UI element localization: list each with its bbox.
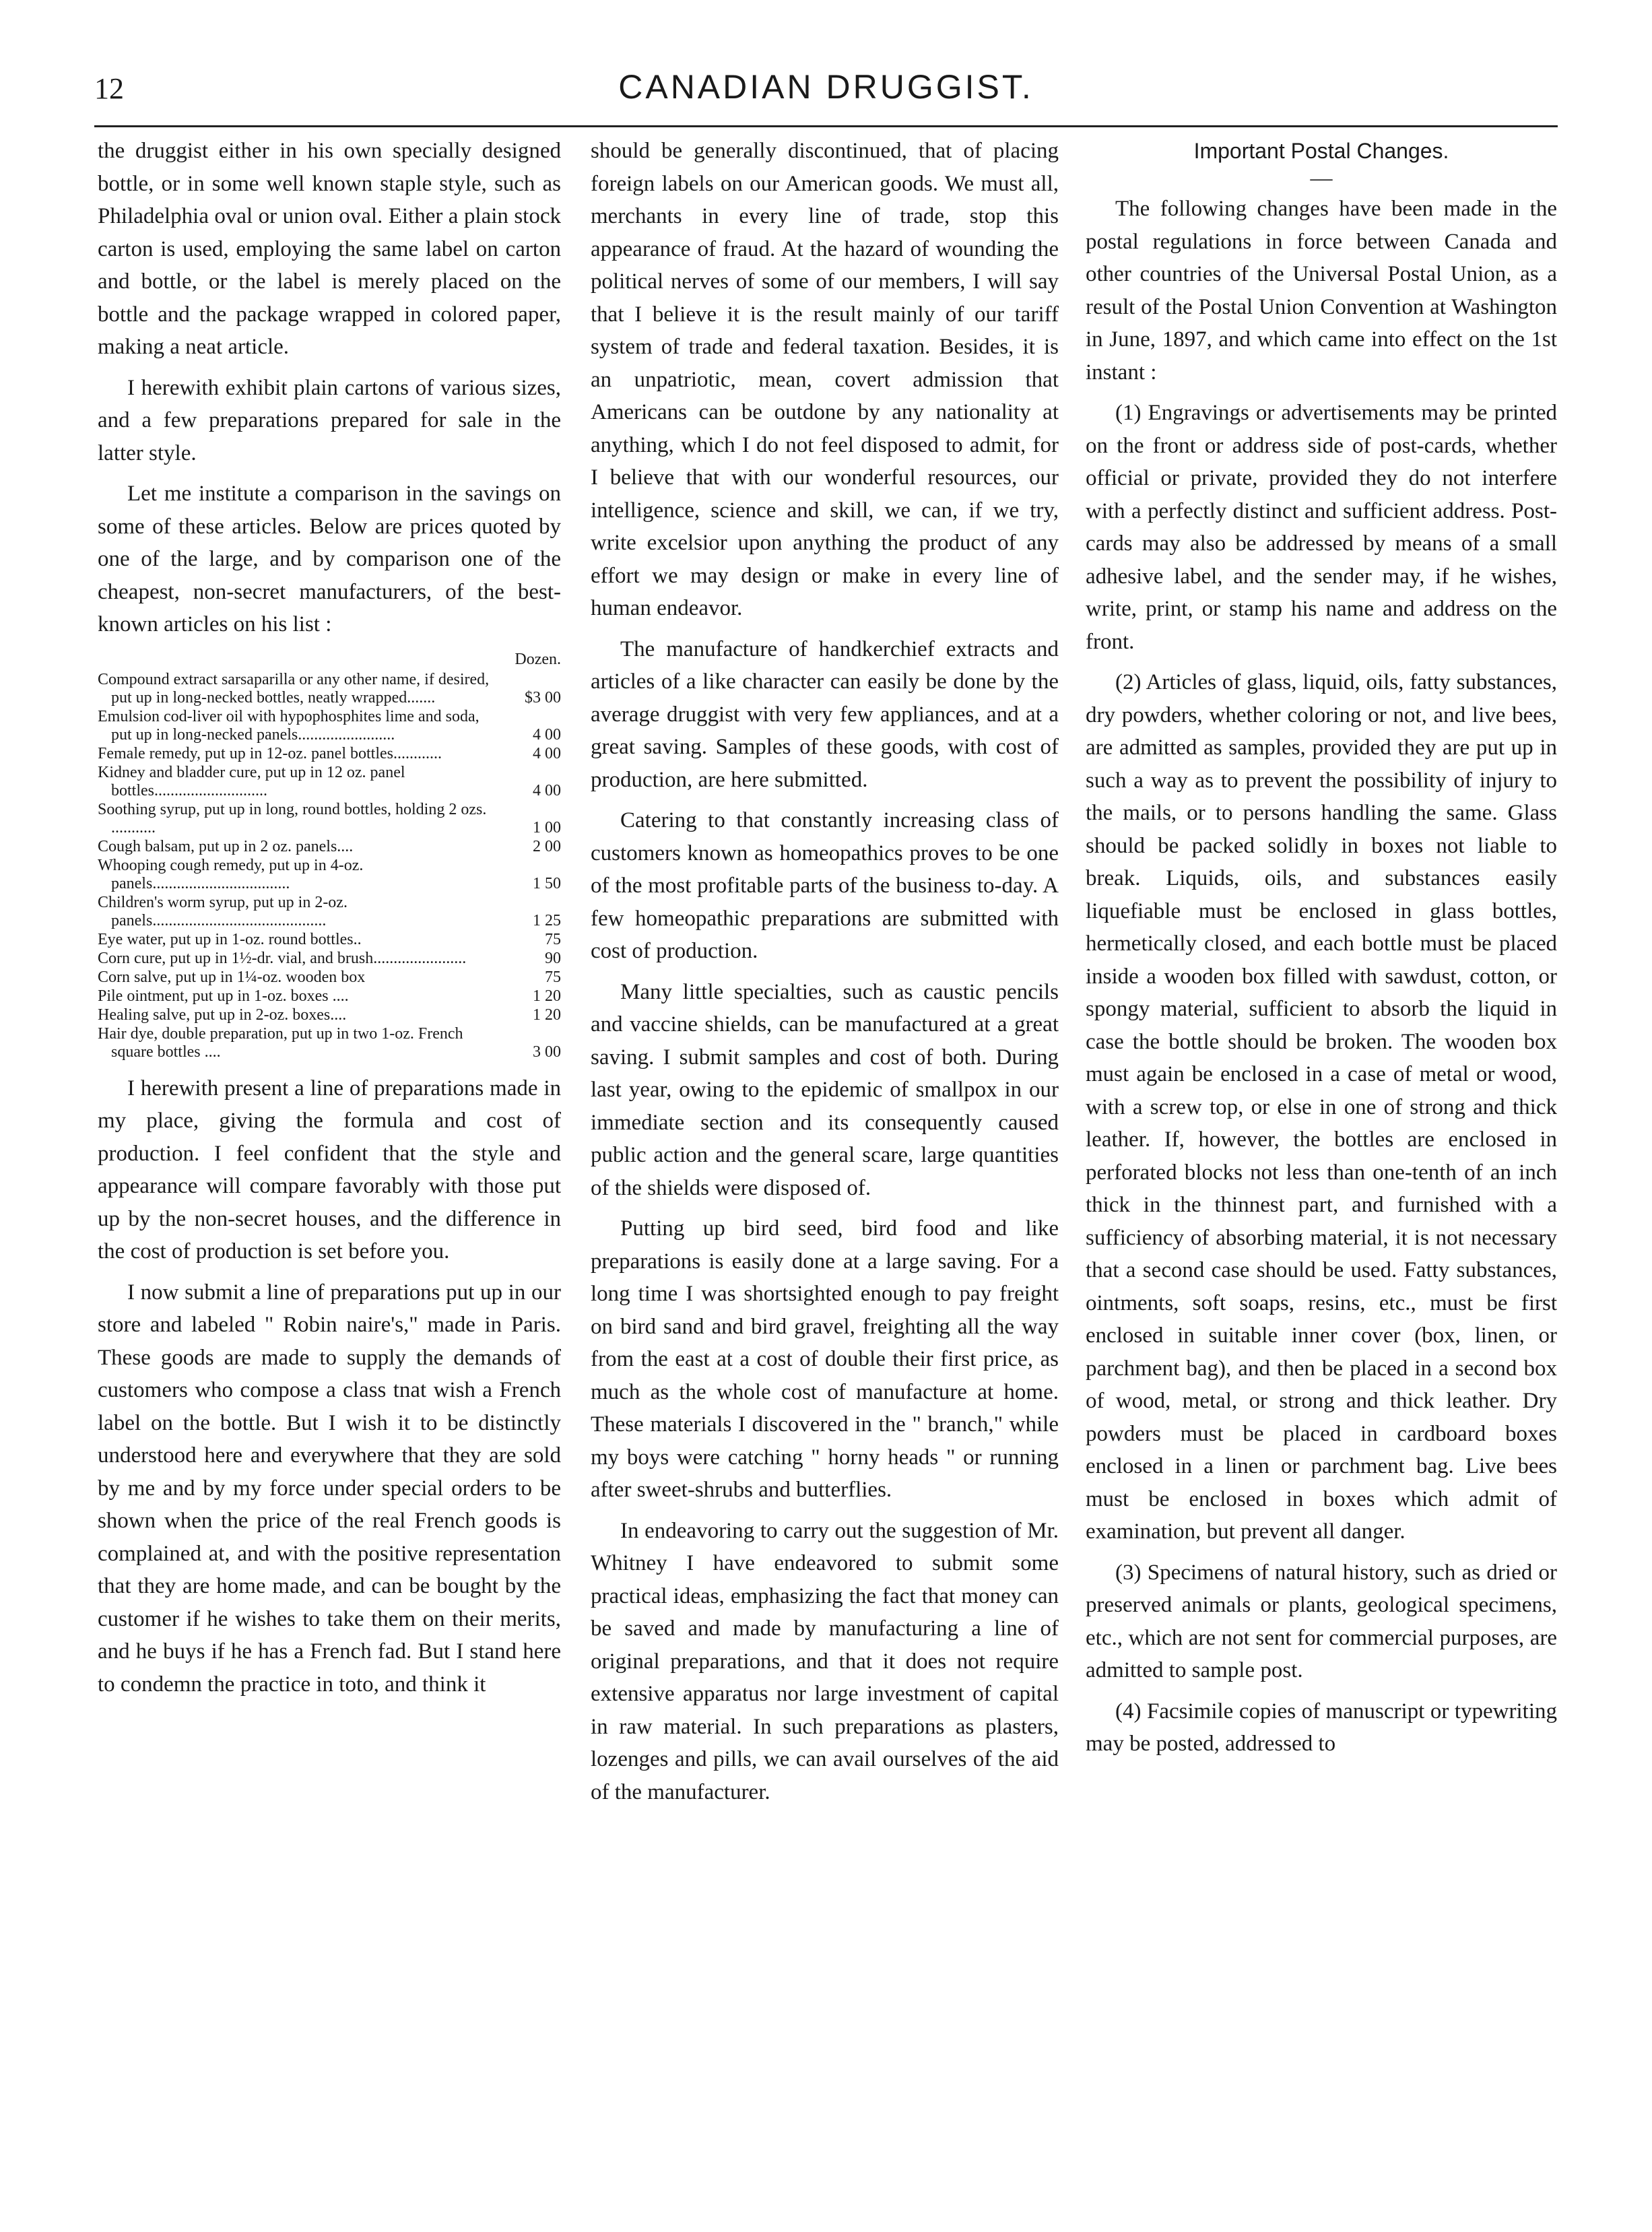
- price-item-desc: Cough balsam, put up in 2 oz. panels....: [98, 837, 354, 855]
- price-item-desc: Female remedy, put up in 12-oz. panel bottles............: [98, 744, 442, 762]
- price-item-desc: Compound extract sarsaparilla or any other name, if desired, put up in long-necked bottles, neatly wrapped.......: [98, 670, 490, 707]
- page-number: 12: [94, 72, 124, 105]
- price-item-price: $3 00: [525, 688, 561, 707]
- paragraph: I now submit a line of preparations put up in our store and labeled " Robin naire's," made in Paris. These goods are made to supply the demands of customers who compose a class tnat wish a French label on the bottle. But I wish it to be distinctly understood here and everywhere that they are sold by me and by my force under special orders to be shown when the price of the real French goods is complained at, and with the positive representation that they are home made, and can be bought by the customer if he wishes to take them on their merits, and he buys if he has a French fad. But I stand here to condemn the practice in toto, and think it: [98, 1280, 561, 1697]
- price-item: [98, 894, 561, 930]
- paragraph: (1) Engravings or advertisements may be printed on the front or address side of post-cards, whether official or private, provided they do not interfere with a perfectly distinct and sufficient address. Post-cards may also be addressed by means of a small adhesive label, and the sender may, if he wishes, write, print, or stamp his name and address on the front.: [1086, 401, 1557, 654]
- price-item: [98, 671, 561, 707]
- price-item-price: 1 25: [533, 911, 561, 929]
- price-item-price: 4 00: [533, 744, 561, 762]
- column-2: [591, 135, 1059, 1816]
- price-table-header: Dozen.: [515, 650, 561, 668]
- section-heading: Important Postal Changes.: [1193, 139, 1449, 163]
- price-item-desc: Emulsion cod-liver oil with hypophosphites lime and soda, put up in long-necked panels........................: [98, 707, 480, 744]
- paragraph: I herewith exhibit plain cartons of various sizes, and a few preparations prepared for sale in the latter style.: [98, 375, 561, 465]
- paragraph: (4) Facsimile copies of manuscript or typewriting may be posted, addressed to: [1086, 1699, 1557, 1756]
- paragraph: (3) Specimens of natural history, such as dried or preserved animals or plants, geological specimens, etc., which are not sent for commercial purposes, are admitted to sample post.: [1086, 1560, 1557, 1682]
- paragraph: Let me institute a comparison in the savings on some of these articles. Below are prices quoted by one of the large, and by comparison one of the cheapest, non-secret manufacturers, of the best-known articles on his list :: [98, 482, 561, 636]
- price-item-desc: Corn cure, put up in 1½-dr. vial, and brush.......................: [98, 949, 467, 967]
- price-item: [98, 950, 561, 968]
- price-item-desc: Hair dye, double preparation, put up in two 1-oz. French square bottles ....: [98, 1024, 463, 1061]
- price-item-desc: Kidney and bladder cure, put up in 12 oz. panel bottles............................: [98, 763, 405, 799]
- price-item: [98, 838, 561, 856]
- journal-title: CANADIAN DRUGGIST.: [618, 68, 1034, 106]
- price-item-price: 1 20: [533, 1006, 561, 1024]
- price-item-desc: Corn salve, put up in 1¼-oz. wooden box: [98, 968, 366, 986]
- price-item-desc: Eye water, put up in 1-oz. round bottles..: [98, 930, 362, 948]
- price-item: [98, 969, 561, 987]
- page-header: [94, 67, 1558, 114]
- price-item-price: 1 50: [533, 874, 561, 892]
- price-item: [98, 987, 561, 1006]
- price-item-price: 75: [545, 968, 561, 986]
- price-item-price: 75: [545, 930, 561, 948]
- heading-dash: —: [1310, 166, 1333, 191]
- price-item: [98, 764, 561, 800]
- paragraph: The following changes have been made in the postal regulations in force between Canada and other countries of the Universal Postal Union, as a result of the Postal Union Convention at Washington in June, 1897, and which came into effect on the 1st instant :: [1086, 197, 1557, 385]
- price-table: [98, 671, 561, 1061]
- column-3: [1086, 135, 1557, 1769]
- price-item-desc: Whooping cough remedy, put up in 4-oz. panels..................................: [98, 856, 364, 892]
- price-item-price: 4 00: [533, 781, 561, 799]
- price-item-desc: Healing salve, put up in 2-oz. boxes....: [98, 1006, 347, 1024]
- paragraph: I herewith present a line of preparations made in my place, giving the formula and cost of production. I feel confident that the style and appearance will compare favorably with those put up by the non-secret houses, and the difference in the cost of production is set before you.: [98, 1076, 561, 1263]
- header-rule: [94, 125, 1558, 127]
- price-item: [98, 1025, 561, 1061]
- price-item: [98, 931, 561, 949]
- price-item-desc: Children's worm syrup, put up in 2-oz. panels...........................................: [98, 893, 348, 929]
- price-item: [98, 801, 561, 837]
- price-item-desc: Soothing syrup, put up in long, round bottles, holding 2 ozs. ...........: [98, 800, 487, 836]
- paragraph: Putting up bird seed, bird food and like preparations is easily done at a large saving. For a long time I was shortsighted enough to pay freight on bird sand and bird gravel, freighting all the way from the east at a cost of double their first price, as much as the whole cost of manufacture at home. These materials I discovered in the " branch," while my boys were catching " horny heads " or running after sweet-shrubs and butterflies.: [591, 1216, 1059, 1502]
- price-item-price: 1 20: [533, 987, 561, 1005]
- paragraph: Many little specialties, such as caustic pencils and vaccine shields, can be manufactured at a great saving. I submit samples and cost of both. During last year, owing to the epidemic of smallpox in our immediate section and its consequently caused public action and the general scare, large quantities of the shields were disposed of.: [591, 979, 1059, 1200]
- price-item-price: 4 00: [533, 725, 561, 744]
- price-item-price: 1 00: [533, 818, 561, 836]
- paragraph: (2) Articles of glass, liquid, oils, fatty substances, dry powders, whether coloring or not, and live bees, are admitted as samples, provided they are put up in such a way as to prevent the possibility of injury to the mails, or to persons handling the same. Glass should be packed solidly in boxes not liable to break. Liquids, oils, and substances easily liquefiable must be enclosed in glass bottles, hermetically closed, and each bottle must be placed inside a wooden box filled with sawdust, cotton, or spongy material, sufficient to absorb the liquid in case the bottle should be broken. The wooden box must again be enclosed in a case of metal or wood, with a screw top, or else in one of strong and thick leather. If, however, the bottles are enclosed in perforated blocks not less than one-tenth of an inch thick in the thinnest part, and furnished with a sufficiency of absorbing material, it is not necessary that a second case should be used. Fatty substances, ointments, soft soaps, resins, etc., must be first enclosed in suitable inner cover (box, linen, or parchment bag), and then be placed in a second box of wood, metal, or strong and thick leather. Dry powders must be placed in cardboard boxes enclosed in a linen or parchment bag. Live bees must be enclosed in boxes which admit of examination, but prevent all danger.: [1086, 670, 1557, 1544]
- paragraph: Catering to that constantly increasing class of customers known as homeopathics proves to be one of the most profitable parts of the business to-day. A few homeopathic preparations are submitted with cost of production.: [591, 808, 1059, 963]
- paragraph: should be generally discontinued, that of placing foreign labels on our American goods. We must all, merchants in every line of trade, stop this appearance of fraud. At the hazard of wounding the political nerves of some of our members, I will say that I believe it is the result mainly of our tariff system of trade and federal taxation. Besides, it is an unpatriotic, mean, covert admission that Americans can be outdone by any nationality at anything, which I do not feel disposed to admit, for I believe that with our wonderful resources, our intelligence, science and skill, we can, if we try, write excelsior upon anything the product of any effort we may design or make in every line of human endeavor.: [591, 139, 1059, 620]
- price-item-price: 90: [545, 949, 561, 967]
- price-item: [98, 708, 561, 744]
- price-item-desc: Pile ointment, put up in 1-oz. boxes ....: [98, 987, 349, 1005]
- paragraph: The manufacture of handkerchief extracts and articles of a like character can easily be done by the average druggist with very few appliances, and at a great saving. Samples of these goods, with cost of production, are here submitted.: [591, 636, 1059, 792]
- price-item-price: 2 00: [533, 837, 561, 855]
- column-1: [98, 135, 561, 1709]
- paragraph: In endeavoring to carry out the suggestion of Mr. Whitney I have endeavored to submit some practical ideas, emphasizing the fact that money can be saved and made by manufacturing a line of original preparations, and that it does not require extensive apparatus nor large investment of capital in raw material. In such preparations as plasters, lozenges and pills, we can avail ourselves of the aid of the manufacturer.: [591, 1518, 1059, 1804]
- price-item: [98, 745, 561, 763]
- price-item-price: 3 00: [533, 1043, 561, 1061]
- price-item: [98, 857, 561, 893]
- paragraph: the druggist either in his own specially designed bottle, or in some well known staple style, such as Philadelphia oval or union oval. Either a plain stock carton is used, employing the same label on carton and bottle, or the label is merely placed on the bottle and the package wrapped in colored paper, making a neat article.: [98, 139, 561, 359]
- price-item: [98, 1006, 561, 1024]
